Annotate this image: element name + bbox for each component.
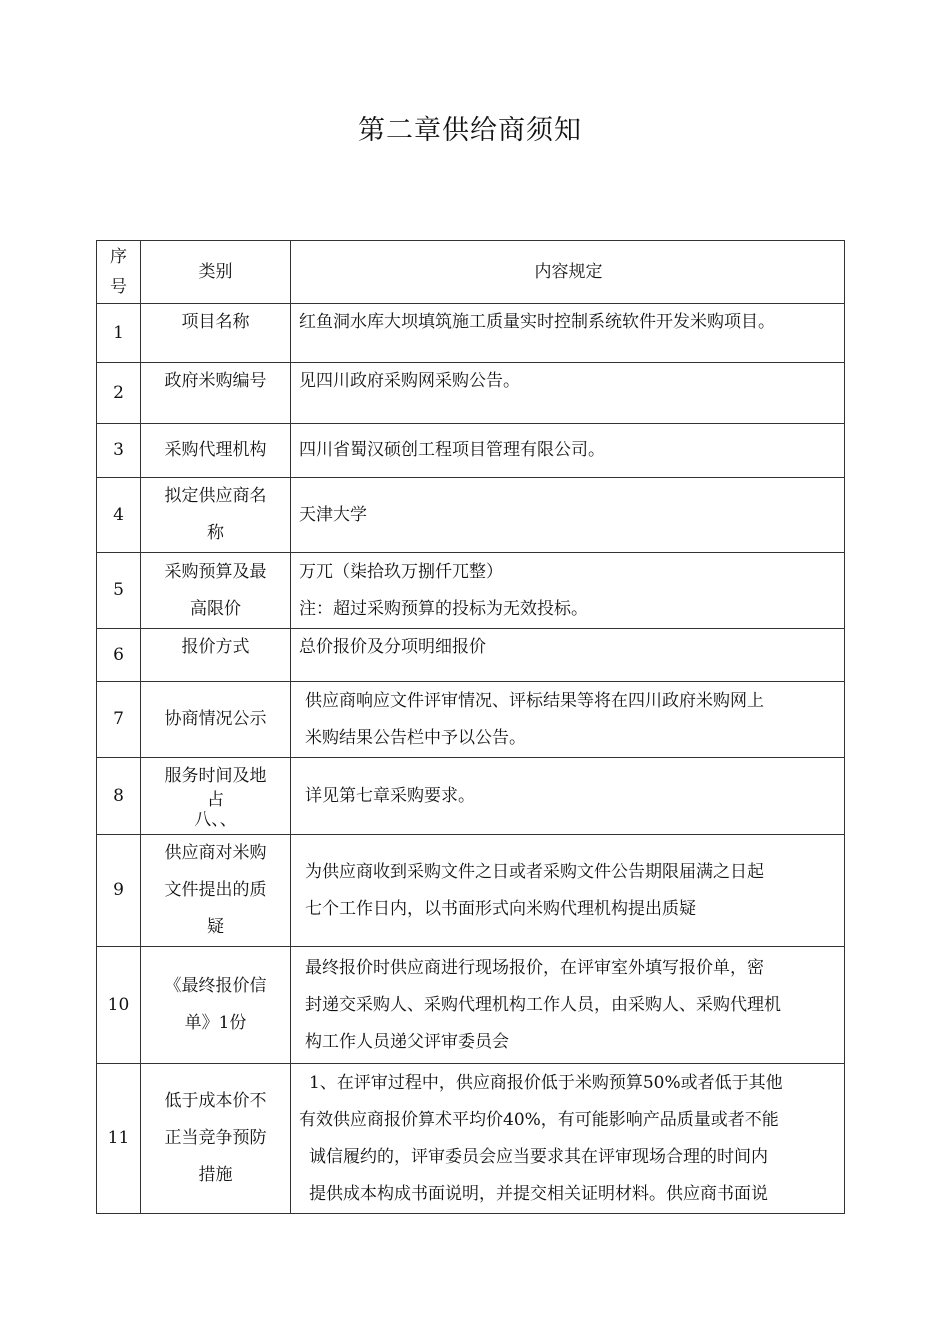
row-category: 报价方式 [141, 629, 291, 682]
table-row [97, 629, 845, 682]
row-seq: 9 [97, 835, 141, 947]
header-seq: 序 号 [97, 241, 141, 304]
supplier-notice-table [96, 240, 845, 1214]
row-content: 万兀（柒拾玖万捌仟兀整） 注：超过采购预算的投标为无效投标。 [291, 553, 845, 629]
row-category: 服务时间及地 占 八、、 [141, 758, 291, 835]
row-category: 政府米购编号 [141, 363, 291, 424]
row-seq: 3 [97, 424, 141, 478]
row-content: 最终报价时供应商进行现场报价，在评审室外填写报价单，密 封递交采购人、采购代理机构工作人员，由采购人、采购代理机 构工作人员递父评审委员会 [291, 947, 845, 1064]
row-content: 为供应商收到采购文件之日或者采购文件公告期限届满之日起 七个工作日内，以书面形式向米购代理机构提出质疑 [291, 835, 845, 947]
row-category: 采购预算及最 高限价 [141, 553, 291, 629]
table-row [97, 682, 845, 758]
row-seq: 7 [97, 682, 141, 758]
row-category: 供应商对米购 文件提出的质 疑 [141, 835, 291, 947]
row-seq: 1 [97, 304, 141, 363]
table-row [97, 478, 845, 553]
row-seq: 11 [97, 1064, 141, 1214]
row-content: 四川省蜀汉硕创工程项目管理有限公司。 [291, 424, 845, 478]
table-row [97, 758, 845, 835]
table-row [97, 363, 845, 424]
table-row [97, 424, 845, 478]
row-content: 详见第七章采购要求。 [291, 758, 845, 835]
row-seq: 4 [97, 478, 141, 553]
row-category: 协商情况公示 [141, 682, 291, 758]
row-content: 供应商响应文件评审情况、评标结果等将在四川政府米购网上 米购结果公告栏中予以公告。 [291, 682, 845, 758]
row-content: 红鱼洞水库大坝填筑施工质量实时控制系统软件开发米购项目。 [291, 304, 845, 363]
table-header-row [97, 241, 845, 304]
table-row [97, 304, 845, 363]
header-category: 类别 [141, 241, 291, 304]
table-row [97, 553, 845, 629]
row-category: 《最终报价信 单》1份 [141, 947, 291, 1064]
table-row [97, 835, 845, 947]
row-category: 低于成本价不 正当竞争预防 措施 [141, 1064, 291, 1214]
header-content: 内容规定 [291, 241, 845, 304]
row-content: 见四川政府采购网采购公告。 [291, 363, 845, 424]
row-seq: 2 [97, 363, 141, 424]
row-seq: 10 [97, 947, 141, 1064]
chapter-title: 第二章供给商须知 [358, 115, 582, 146]
table-row [97, 947, 845, 1064]
row-seq: 5 [97, 553, 141, 629]
table-row [97, 1064, 845, 1214]
row-seq: 8 [97, 758, 141, 835]
row-content: 1、在评审过程中，供应商报价低于米购预算50%或者低于其他 有效供应商报价算术平均价40%，有可能影响产品质量或者不能 诚信履约的，评审委员会应当要求其在评审现场合理的时间内 提供成本构成书面说明，并提交相关证明材料。供应商书面说 [291, 1064, 845, 1214]
row-content: 总价报价及分项明细报价 [291, 629, 845, 682]
row-seq: 6 [97, 629, 141, 682]
row-content: 天津大学 [291, 478, 845, 553]
row-category: 采购代理机构 [141, 424, 291, 478]
row-category: 拟定供应商名 称 [141, 478, 291, 553]
row-category: 项目名称 [141, 304, 291, 363]
